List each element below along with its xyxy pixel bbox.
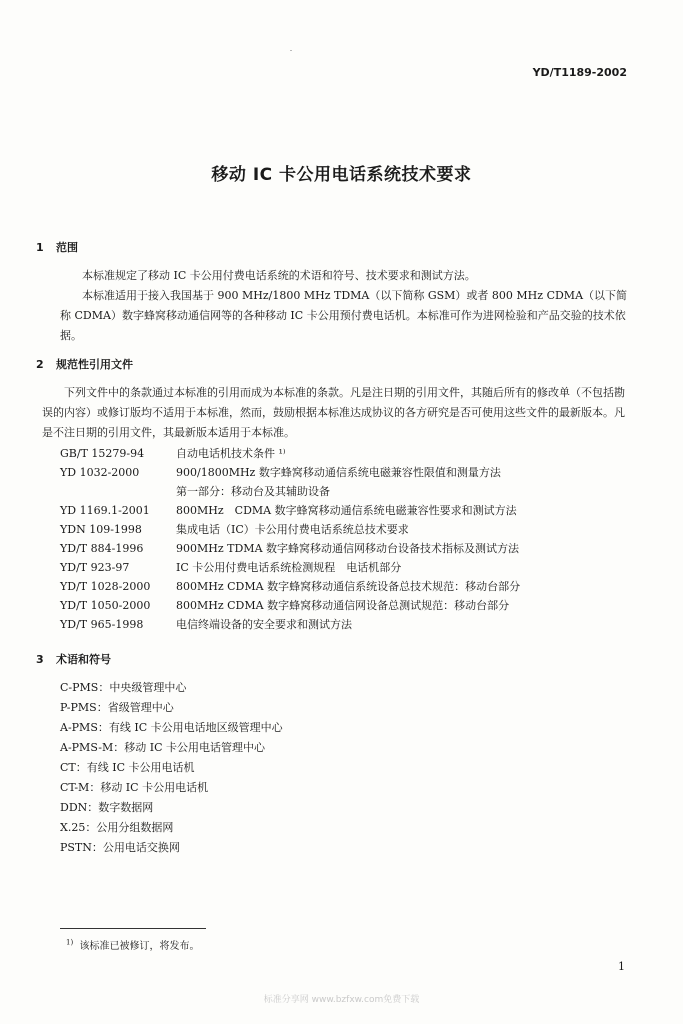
section-1-heading [36,239,78,255]
section-3-heading [36,651,111,667]
reference-row [60,539,520,558]
reference-title: 电信终端设备的安全要求和测试方法 [176,618,352,631]
standard-code: YD/T1189-2002 [532,66,627,79]
reference-row [60,615,520,634]
reference-code: YD/T 923-97 [60,561,130,574]
section-heading-text: 规范性引用文件 [56,358,133,371]
term-item: C-PMS：中央级管理中心 [60,681,187,694]
term-item: DDN：数字数据网 [60,801,154,814]
reference-row [60,558,520,577]
term-item: X.25：公用分组数据网 [60,821,174,834]
section-2-heading [36,356,133,372]
section-number: 3 [36,653,44,666]
reference-code: YDN 109-1998 [60,523,142,536]
reference-title: 800MHz CDMA 数字蜂窝移动通信网设备总测试规范：移动台部分 [176,599,510,612]
reference-row [60,463,520,482]
reference-title: 900MHz TDMA 数字蜂窝移动通信网移动台设备技术指标及测试方法 [176,542,520,555]
reference-title: 800MHz CDMA 数字蜂窝移动通信系统电磁兼容性要求和测试方法 [176,504,517,517]
footnote-mark: 1) [66,938,74,947]
term-item: P-PMS：省级管理中心 [60,701,174,714]
reference-row [60,596,520,615]
terms-list [60,678,283,858]
reference-code: YD/T 965-1998 [60,618,144,631]
reference-row [60,501,520,520]
watermark-text: 标准分享网 www.bzfxw.com免费下载 [263,995,420,1005]
reference-row [60,520,520,539]
reference-title: 自动电话机技术条件 ¹⁾ [176,447,286,460]
reference-code: YD/T 1028-2000 [60,580,151,593]
reference-title: IC 卡公用付费电话系统检测规程 电话机部分 [176,561,402,574]
reference-row [60,444,520,463]
reference-code [60,482,176,501]
scan-speck [290,50,292,51]
section-number: 2 [36,358,44,371]
reference-code: YD 1169.1-2001 [60,504,150,517]
document-title: 移动 IC 卡公用电话系统技术要求 [211,165,472,185]
reference-title: 800MHz CDMA 数字蜂窝移动通信系统设备总技术规范：移动台部分 [176,580,521,593]
term-item: CT：有线 IC 卡公用电话机 [60,761,195,774]
term-item: CT-M：移动 IC 卡公用电话机 [60,781,209,794]
section-heading-text: 术语和符号 [56,653,111,666]
normative-references-list [60,444,520,634]
section-2-paragraph: 下列文件中的条款通过本标准的引用而成为本标准的条款。凡是注日期的引用文件，其随后所有的修改单（不包括勘误的内容）或修订版均不适用于本标准，然而，鼓励根据本标准达成协议的各方研究是否可使用这些文件的最新版本。凡是不注日期的引用文件，其最新版本适用于本标准。 [42,386,625,439]
footnote [66,937,200,952]
term-item: A-PMS：有线 IC 卡公用电话地区级管理中心 [60,721,283,734]
reference-code: YD 1032-2000 [60,466,140,479]
reference-code: YD/T 1050-2000 [60,599,151,612]
page-number: 1 [618,960,625,973]
footnote-divider [60,928,206,929]
section-number: 1 [36,241,44,254]
reference-row [60,482,520,501]
reference-code: GB/T 15279-94 [60,447,145,460]
reference-title: 第一部分：移动台及其辅助设备 [176,485,330,498]
reference-title: 900/1800MHz 数字蜂窝移动通信系统电磁兼容性限值和测量方法 [176,466,501,479]
term-item: PSTN：公用电话交换网 [60,841,180,854]
footnote-text: 该标准已被修订，将发布。 [79,941,200,952]
reference-row [60,577,520,596]
section-heading-text: 范围 [56,241,78,254]
reference-title: 集成电话（IC）卡公用付费电话系统总技术要求 [176,523,409,536]
section-1-paragraph-2: 本标准适用于接入我国基于 900 MHz/1800 MHz TDMA（以下简称 GSM）或者 800 MHz CDMA（以下简称 CDMA）数字蜂窝移动通信网等的各种移动 IC 卡公用预付费电话机。本标准可作为进网检验和产品交验的技术依据。 [60,289,628,342]
reference-code: YD/T 884-1996 [60,542,144,555]
section-1-paragraph-1: 本标准规定了移动 IC 卡公用付费电话系统的术语和符号、技术要求和测试方法。 [82,269,476,282]
term-item: A-PMS-M：移动 IC 卡公用电话管理中心 [60,741,265,754]
